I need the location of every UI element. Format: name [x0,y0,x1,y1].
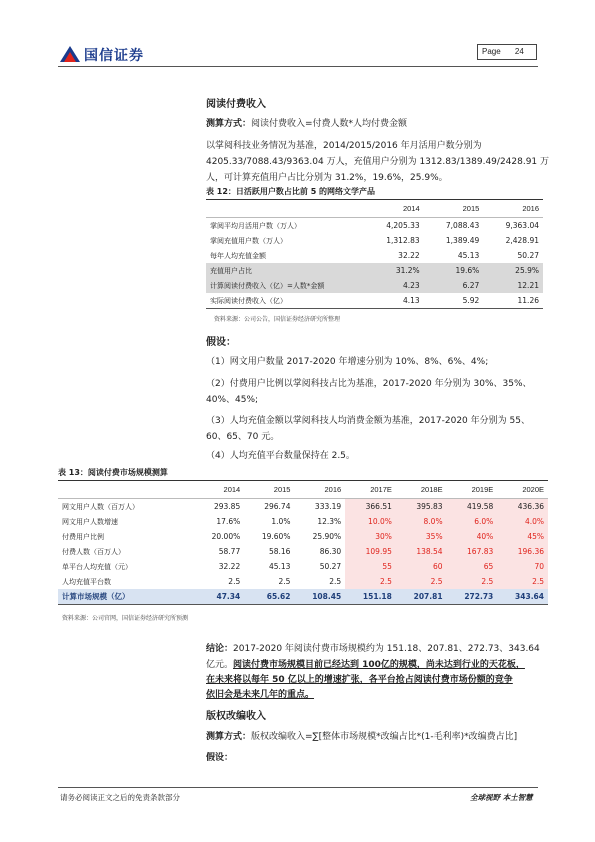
cell: 58.16 [268,547,291,556]
cell: 19.6% [424,263,484,278]
row-label: 每年人均充值金额 [210,251,266,260]
table-12-source: 资料来源：公司公告，国信证券经济研究所整理 [214,316,341,323]
section-title-reading: 阅读付费收入 [206,99,266,110]
table-13-source: 资料来源：公司官网，国信证券经济研究所预测 [62,615,189,622]
footer-disclaimer: 请务必阅读正文之后的免责条款部分 [60,793,180,802]
table-row [58,544,548,559]
cell: 65 [447,559,498,574]
table-13 [58,466,548,622]
cell: 333.19 [314,502,342,511]
cell: 12.3% [317,517,342,526]
row-label: 付费人数（百万人） [62,547,125,556]
cell: 25.9% [483,263,543,278]
assumption-line: 40%、45%; [206,395,259,405]
table-row [206,278,543,293]
row-label: 网文用户人数增速 [62,517,118,526]
table-header-row [58,481,548,499]
conclusion-text-2b: 阅读付费市场规模目前已经达到 100亿的规模，尚未达到行业的天花板， [233,660,525,670]
cell: 65.62 [244,589,294,605]
assumption-line: （4）人均充值平台数量保持在 2.5。 [206,451,355,461]
cell: 395.83 [396,499,447,515]
cell: 4.23 [364,278,424,293]
cell: 2.5 [329,577,342,586]
cell: 30% [345,529,396,544]
header-cell: 2018E [396,481,447,499]
assumptions-title: 假设： [206,337,236,348]
header-cell: 2020E [497,481,548,499]
header-cell: 2016 [294,481,345,499]
row-label: 充值用户占比 [206,263,364,278]
row-label: 实际阅读付费收入（亿） [210,296,287,305]
page-indicator [477,44,537,60]
cell: 55 [345,559,396,574]
row-label: 单平台人均充值（元） [62,562,132,571]
cell: 9,363.04 [505,221,539,230]
cell: 45.13 [457,251,480,260]
cell: 17.6% [216,517,241,526]
header-cell: 2015 [424,200,484,218]
para-line-3: 人，可计算充值用户占比分别为 31.2%，19.6%，25.9%。 [206,173,448,183]
conclusion-line-1 [206,641,540,658]
table-row [58,559,548,574]
header-cell: 2014 [364,200,424,218]
header-cell: 2014 [194,481,244,499]
row-label: 掌阅平均月活用户数（万人） [210,221,301,230]
cell: 1.0% [271,517,291,526]
cell: 151.18 [345,589,396,605]
cell: 6.0% [447,514,498,529]
assumption-line: （1）网文用户数量 2017-2020 年增速分别为 10%、8%、6%、4%; [206,357,489,367]
cell: 2.5 [228,577,241,586]
assume2-label: 假设： [206,753,234,763]
cell: 2,428.91 [505,236,539,245]
cell: 11.26 [517,296,539,305]
cell: 2.5 [497,574,548,589]
header-cell: 2015 [244,481,294,499]
cell: 70 [497,559,548,574]
cell: 109.95 [345,544,396,559]
cell: 60 [396,559,447,574]
cell: 436.36 [497,499,548,515]
table-12-grid [206,200,543,309]
cell: 20.00% [211,532,241,541]
row-label: 计算市场规模（亿） [58,589,194,605]
table-total-row [58,589,548,605]
row-label: 掌阅充值用户数（万人） [210,236,287,245]
cell: 343.64 [497,589,548,605]
footer-divider [58,787,538,788]
cell: 2.5 [396,574,447,589]
cell: 47.34 [194,589,244,605]
conclusion-line-3: 在未来将以每年 50 亿以上的增速扩张，各平台抢占阅读付费市场份额的竞争 [206,675,513,685]
assumption-line: 60、65、70 元。 [206,432,280,442]
section-title-copyright: 版权改编收入 [206,711,266,722]
table-row [206,248,543,263]
table-row [58,514,548,529]
row-label: 计算阅读付费收入（亿）=人数*金额 [206,278,364,293]
table-12 [206,185,543,323]
para-line-2: 4205.33/7088.43/9363.04 万人，充值用户分别为 1312.83/1389.49/2428.91 万 [206,157,550,167]
cell: 272.73 [447,589,498,605]
header-cell: 2017E [345,481,396,499]
cell: 4.0% [497,514,548,529]
cell: 45.13 [268,562,291,571]
company-name: 国信证券 [84,48,144,64]
cell: 50.27 [319,562,342,571]
cell: 2.5 [447,574,498,589]
cell: 419.58 [447,499,498,515]
table-row [206,293,543,309]
assumption-line: （2）付费用户比例以掌阅科技占比为基准，2017-2020 年分别为 30%、35%、 [206,379,532,389]
method-line [206,116,407,133]
cell: 32.22 [398,251,420,260]
header-cell [58,481,194,499]
cell: 45% [497,529,548,544]
cell: 6.27 [424,278,484,293]
header-divider [58,66,538,67]
cell: 31.2% [364,263,424,278]
cell: 2.5 [278,577,291,586]
header-cell [206,200,364,218]
table-row [58,574,548,589]
table-header-row [206,200,543,218]
cell: 1,312.83 [386,236,420,245]
row-label: 人均充值平台数 [62,577,111,586]
row-label: 付费用户比例 [62,532,104,541]
cell: 293.85 [213,502,241,511]
conclusion-text-2a: 亿元。 [206,660,234,670]
table-13-caption: 表 13：阅读付费市场规模测算 [58,466,548,481]
cell: 138.54 [396,544,447,559]
conclusion-label: 结论： [206,644,234,654]
method-text: 阅读付费收入=付费人数*人均付费金额 [251,119,408,129]
cell: 167.83 [447,544,498,559]
cell: 12.21 [483,278,543,293]
cell: 8.0% [396,514,447,529]
row-label: 网文用户人数（百万人） [62,502,139,511]
method2-text: 版权改编收入=∑[整体市场规模*改编占比*(1-毛利率)*改编费占比] [251,732,518,742]
cell: 10.0% [345,514,396,529]
page-number: 24 [514,47,524,56]
header-cell: 2019E [447,481,498,499]
company-logo [58,42,188,66]
cell: 25.90% [312,532,342,541]
table-row [206,218,543,234]
cell: 86.30 [319,547,342,556]
cell: 1,389.49 [445,236,480,245]
table-13-grid [58,481,548,605]
method2-line [206,729,517,746]
table-row [206,233,543,248]
cell: 40% [447,529,498,544]
footer-slogan: 全球视野 本土智慧 [470,793,533,802]
cell: 32.22 [218,562,241,571]
cell: 196.36 [497,544,548,559]
cell: 7,088.43 [445,221,480,230]
cell: 2.5 [345,574,396,589]
table-12-caption: 表 12：日活跃用户数占比前 5 的网络文学产品 [206,185,543,200]
header-cell: 2016 [483,200,543,218]
conclusion-line-4: 依旧会是未来几年的重点。 [206,690,315,700]
para-line-1: 以掌阅科技业务情况为基准，2014/2015/2016 年月活用户数分别为 [206,141,482,151]
cell: 4.13 [402,296,420,305]
cell: 50.27 [517,251,539,260]
logo-emblem-icon [58,42,82,64]
cell: 108.45 [294,589,345,605]
cell: 4,205.33 [386,221,420,230]
method-label: 测算方式： [206,119,252,129]
cell: 19.60% [261,532,291,541]
cell: 58.77 [218,547,241,556]
table-row [58,529,548,544]
method2-label: 测算方式： [206,732,252,742]
table-row [58,499,548,515]
cell: 366.51 [345,499,396,515]
cell: 35% [396,529,447,544]
page-label: Page [482,47,501,56]
cell: 296.74 [264,502,291,511]
table-row [206,263,543,278]
conclusion-text-1: 2017-2020 年阅读付费市场规模约为 151.18、207.81、272.73、343.64 [233,644,540,654]
assumption-line: （3）人均充值金额以掌阅科技人均消费金额为基准，2017-2020 年分别为 55、 [206,416,530,426]
cell: 5.92 [462,296,480,305]
cell: 207.81 [396,589,447,605]
